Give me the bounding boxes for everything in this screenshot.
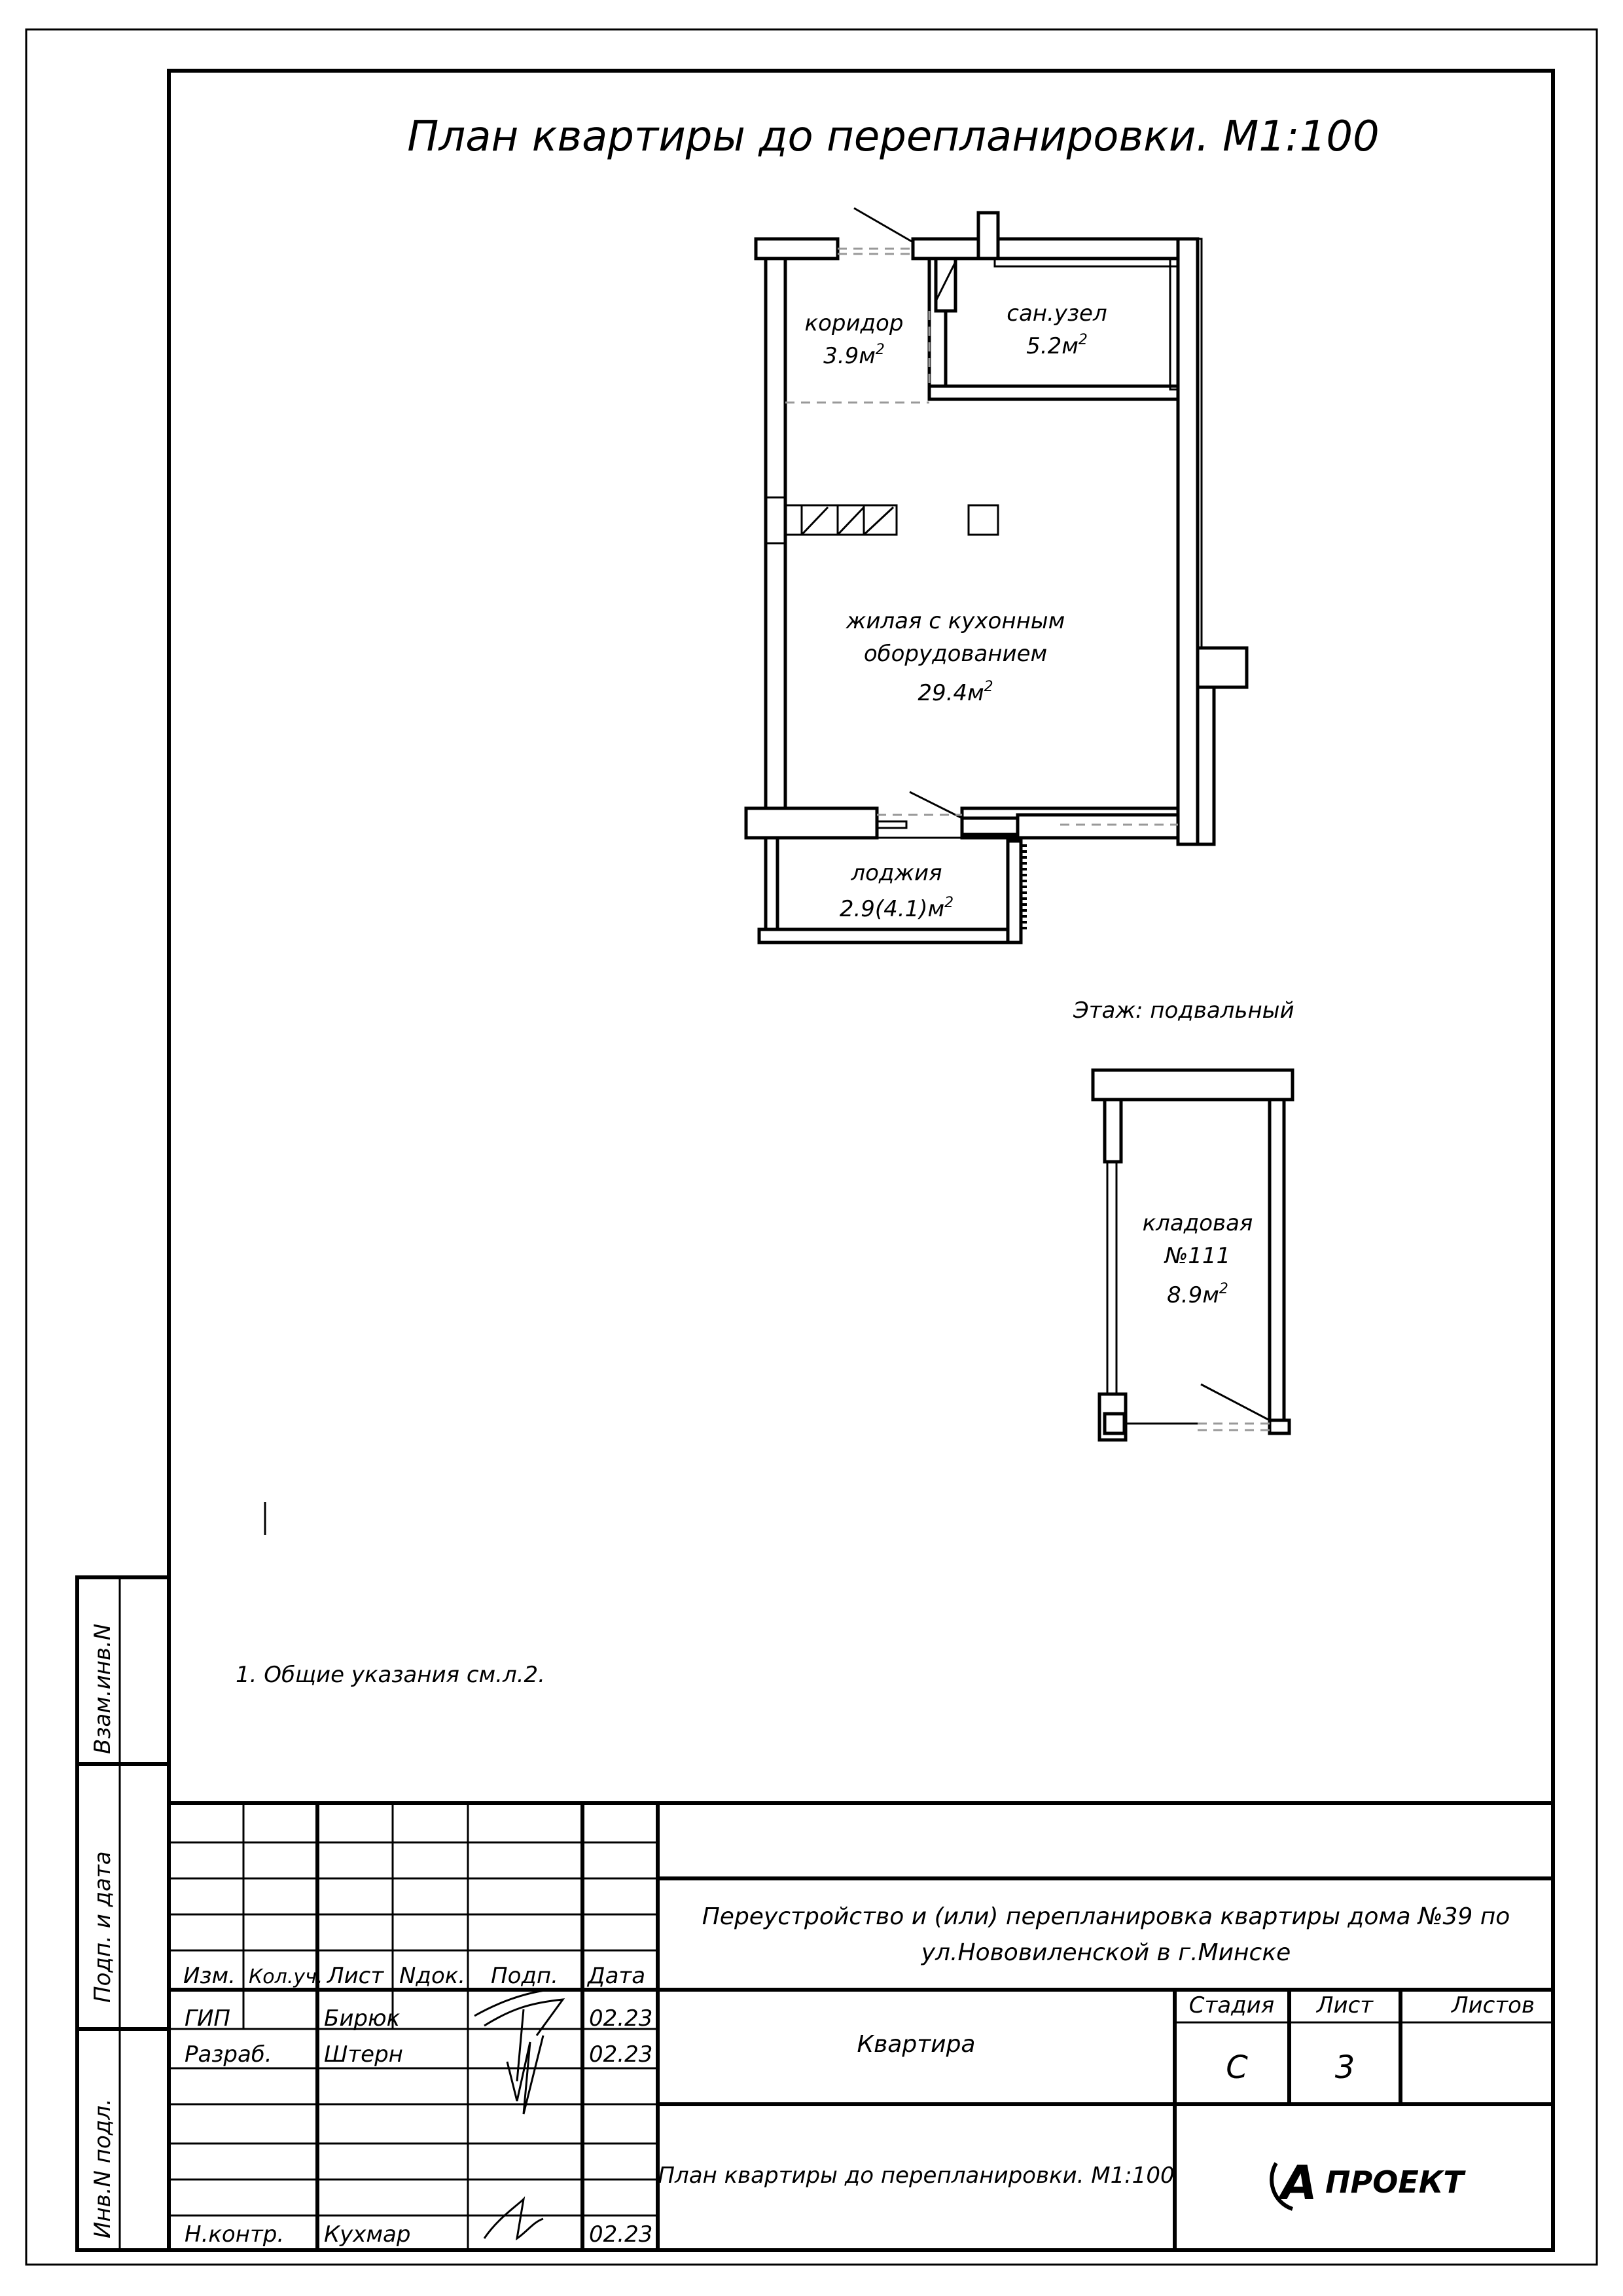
tb-role-gip: ГИП (185, 2005, 230, 2032)
loggia-outline (766, 838, 1018, 942)
sheet-title: План квартиры до перепланировки. М1:100 (407, 113, 1380, 161)
storage-bottom-right (1270, 1420, 1289, 1433)
tb-name-nkontr: Кухмар (324, 2221, 411, 2248)
storage-right-wall (1270, 1100, 1284, 1433)
storage-plan (1093, 1070, 1293, 1440)
room-loggia-name: лоджия (851, 860, 942, 886)
company-logo (1272, 2155, 1466, 2210)
general-note: 1. Общие указания см.л.2. (236, 1662, 545, 1688)
room-loggia-sup: 2 (944, 895, 954, 911)
tb-project-line1: Переустройство и (или) перепланировка квартиры дома №39 по (702, 1903, 1510, 1930)
wall-right-bump (1198, 648, 1247, 687)
room-living-area: 29.4м (918, 680, 984, 706)
tb-sheet-value: 3 (1334, 2049, 1355, 2086)
room-bathroom-sup: 2 (1078, 332, 1088, 348)
side-inv-podl: Инв.N подл. (90, 2098, 116, 2238)
wall-bottom-step (1018, 815, 1178, 838)
tb-object: Квартира (857, 2031, 976, 2058)
tb-header-podp: Подп. (491, 1963, 558, 1989)
tb-name-razrab: Штерн (324, 2041, 403, 2068)
floor-label: Этаж: подвальный (1073, 997, 1294, 1024)
tb-sheet-header: Лист (1316, 1992, 1374, 2018)
tb-date-razrab: 02.23 (589, 2041, 653, 2068)
room-living-name-2: оборудованием (863, 641, 1048, 667)
loggia-bottom (759, 929, 1018, 942)
loggia-right-wall (1008, 841, 1021, 942)
title-block (169, 1803, 1553, 2250)
room-corridor-sup: 2 (875, 342, 885, 358)
room-loggia-area: 2.9(4.1)м (839, 896, 945, 922)
svg-text:29.4м2 (918, 679, 993, 706)
tb-header-ndok: Nдок. (399, 1963, 466, 1989)
tb-header-kolch: Кол.уч. (249, 1965, 323, 1988)
storage-top-wall (1093, 1070, 1293, 1100)
tb-name-gip: Бирюк (324, 2005, 401, 2032)
logo-letter: А (1281, 2155, 1317, 2210)
signature-nkontr (484, 2199, 543, 2238)
room-storage-name-2: №111 (1164, 1243, 1231, 1269)
tb-project-line2: ул.Нововиленской в г.Минске (921, 1939, 1291, 1966)
room-corridor-name: коридор (804, 310, 904, 336)
loggia-left-wall (766, 838, 777, 942)
svg-text:5.2м2 (1026, 332, 1088, 359)
wall-column-top (978, 213, 998, 259)
svg-text:2.9(4.1)м2 (840, 895, 954, 922)
apartment-plan (746, 208, 1247, 942)
room-living-name-1: жилая с кухонным (846, 608, 1065, 634)
side-stamp (77, 1577, 169, 2250)
wall-top-left (756, 239, 838, 259)
wall-bottom-left (746, 808, 877, 838)
tb-date-gip: 02.23 (589, 2005, 653, 2032)
column-square (969, 505, 998, 535)
tb-date-nkontr: 02.23 (589, 2221, 653, 2248)
tb-header-list: Лист (327, 1963, 384, 1989)
tb-sheets-header: Листов (1451, 1992, 1535, 2018)
svg-text:3.9м2 (823, 342, 885, 369)
wall-bath-bottom (929, 386, 1178, 399)
tb-header-izm: Изм. (183, 1963, 236, 1989)
room-corridor-area: 3.9м (823, 343, 876, 369)
room-storage-sup: 2 (1219, 1281, 1228, 1297)
tb-stage-value: С (1226, 2049, 1248, 2086)
tb-drawing-title: План квартиры до перепланировки. М1:100 (658, 2162, 1175, 2189)
wall-top-mid (913, 239, 978, 259)
side-podp-data: Подп. и дата (90, 1851, 116, 2003)
side-vzam-inv: Взам.инв.N (90, 1623, 116, 1754)
svg-text:8.9м2 (1167, 1281, 1228, 1308)
wall-top-right (998, 239, 1198, 259)
tb-role-razrab: Разраб. (185, 2041, 272, 2068)
door-balcony (877, 821, 906, 828)
storage-left-thin (1107, 1162, 1116, 1394)
storage-bottom-left-inner (1105, 1414, 1124, 1433)
logo-text: ПРОЕКТ (1325, 2164, 1464, 2200)
tb-role-nkontr: Н.контр. (185, 2221, 285, 2248)
room-living-sup: 2 (984, 679, 993, 695)
wall-right (1178, 239, 1198, 844)
room-bathroom-name: сан.узел (1007, 300, 1107, 327)
signature-razrab (507, 2036, 543, 2114)
tb-header-data: Дата (588, 1963, 646, 1989)
room-storage-name-1: кладовая (1142, 1210, 1253, 1236)
tb-stage-header: Стадия (1188, 1992, 1275, 2018)
room-storage-area: 8.9м (1167, 1282, 1219, 1308)
wall-right-bump-inner (1198, 687, 1214, 844)
storage-left-wall (1105, 1100, 1121, 1162)
wall-bottom-inner (962, 818, 1018, 834)
room-bathroom-area: 5.2м (1026, 333, 1079, 359)
wall-left (766, 255, 785, 818)
